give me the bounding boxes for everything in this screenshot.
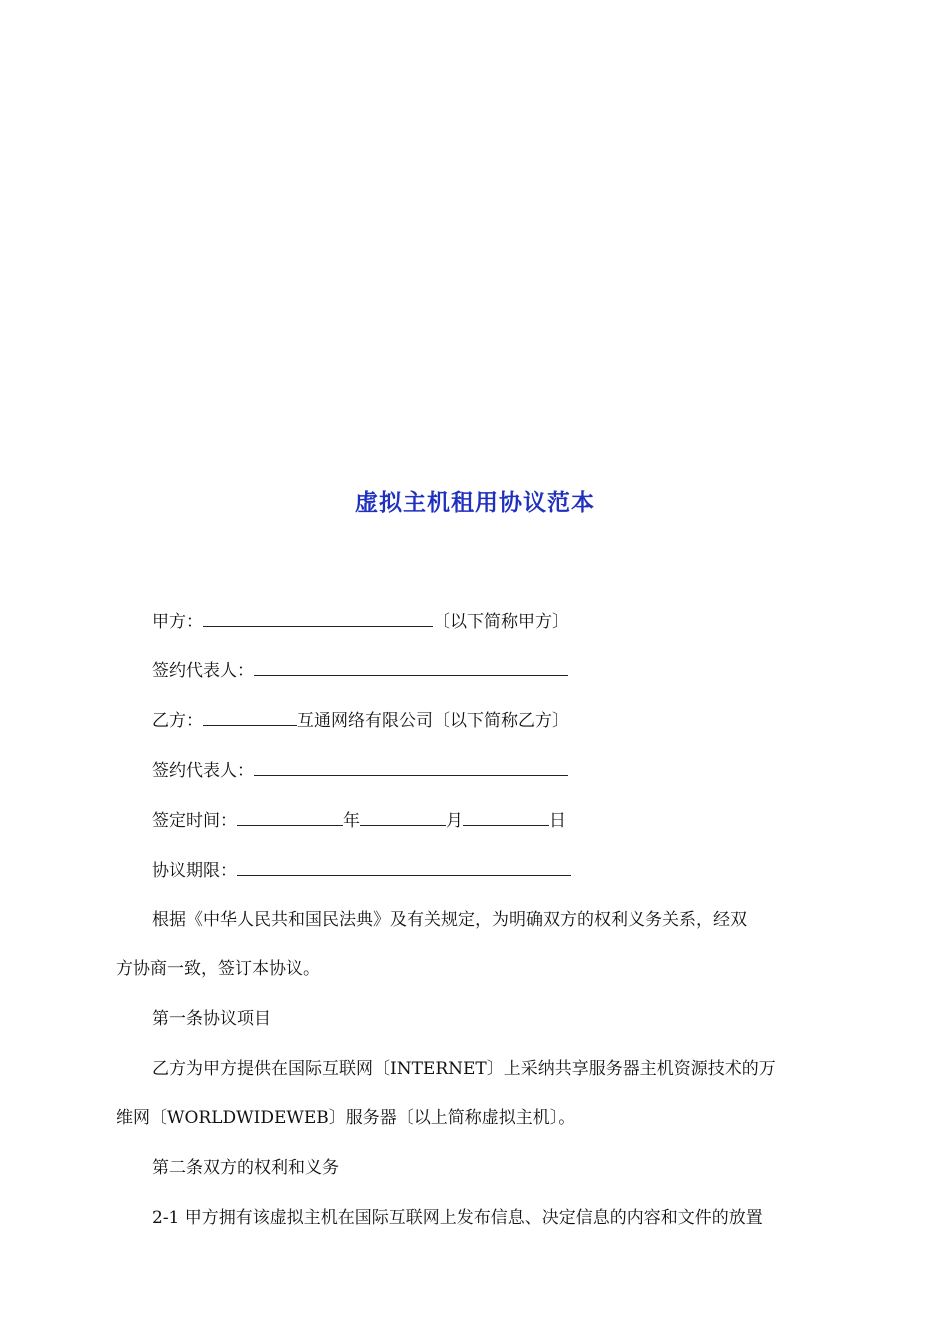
party-a-blank[interactable] (203, 608, 433, 627)
article-2-1-line-1: 2-1 甲方拥有该虚拟主机在国际互联网上发布信息、决定信息的内容和文件的放置 (152, 1208, 763, 1228)
month-blank[interactable] (360, 807, 446, 826)
party-b-row (152, 707, 569, 733)
day-blank[interactable] (463, 807, 549, 826)
rep-a-row (152, 657, 568, 683)
term-label: 协议期限： (152, 861, 237, 881)
term-blank[interactable] (237, 857, 571, 876)
term-row (152, 857, 571, 883)
intro-line-1: 根据《中华人民共和国民法典》及有关规定，为明确双方的权利义务关系，经双 (152, 910, 747, 930)
party-a-suffix: 〔以下简称甲方〕 (433, 612, 569, 632)
rep-b-row (152, 757, 568, 783)
rep-b-label: 签约代表人： (152, 761, 254, 781)
year-blank[interactable] (237, 807, 343, 826)
month-label: 月 (446, 811, 463, 831)
party-b-blank[interactable] (203, 707, 297, 726)
rep-a-blank[interactable] (254, 657, 568, 676)
article-1-heading: 第一条协议项目 (152, 1009, 271, 1029)
intro-line-2: 方协商一致，签订本协议。 (116, 959, 320, 979)
document-title: 虚拟主机租用协议范本 (355, 490, 595, 516)
article-1-line-2: 维网〔WORLDWIDEWEB〕服务器〔以上简称虚拟主机〕。 (116, 1108, 576, 1128)
year-label: 年 (343, 811, 360, 831)
party-b-label: 乙方： (152, 711, 203, 731)
sign-date-row (152, 807, 566, 833)
party-b-suffix: 互通网络有限公司〔以下简称乙方〕 (297, 711, 569, 731)
party-a-label: 甲方： (152, 612, 203, 632)
sign-date-label: 签定时间： (152, 811, 237, 831)
party-a-row (152, 608, 569, 634)
article-1-line-1: 乙方为甲方提供在国际互联网〔INTERNET〕上采纳共享服务器主机资源技术的万 (152, 1059, 776, 1079)
rep-b-blank[interactable] (254, 757, 568, 776)
article-2-heading: 第二条双方的权利和义务 (152, 1158, 339, 1178)
day-label: 日 (549, 811, 566, 831)
rep-a-label: 签约代表人： (152, 661, 254, 681)
